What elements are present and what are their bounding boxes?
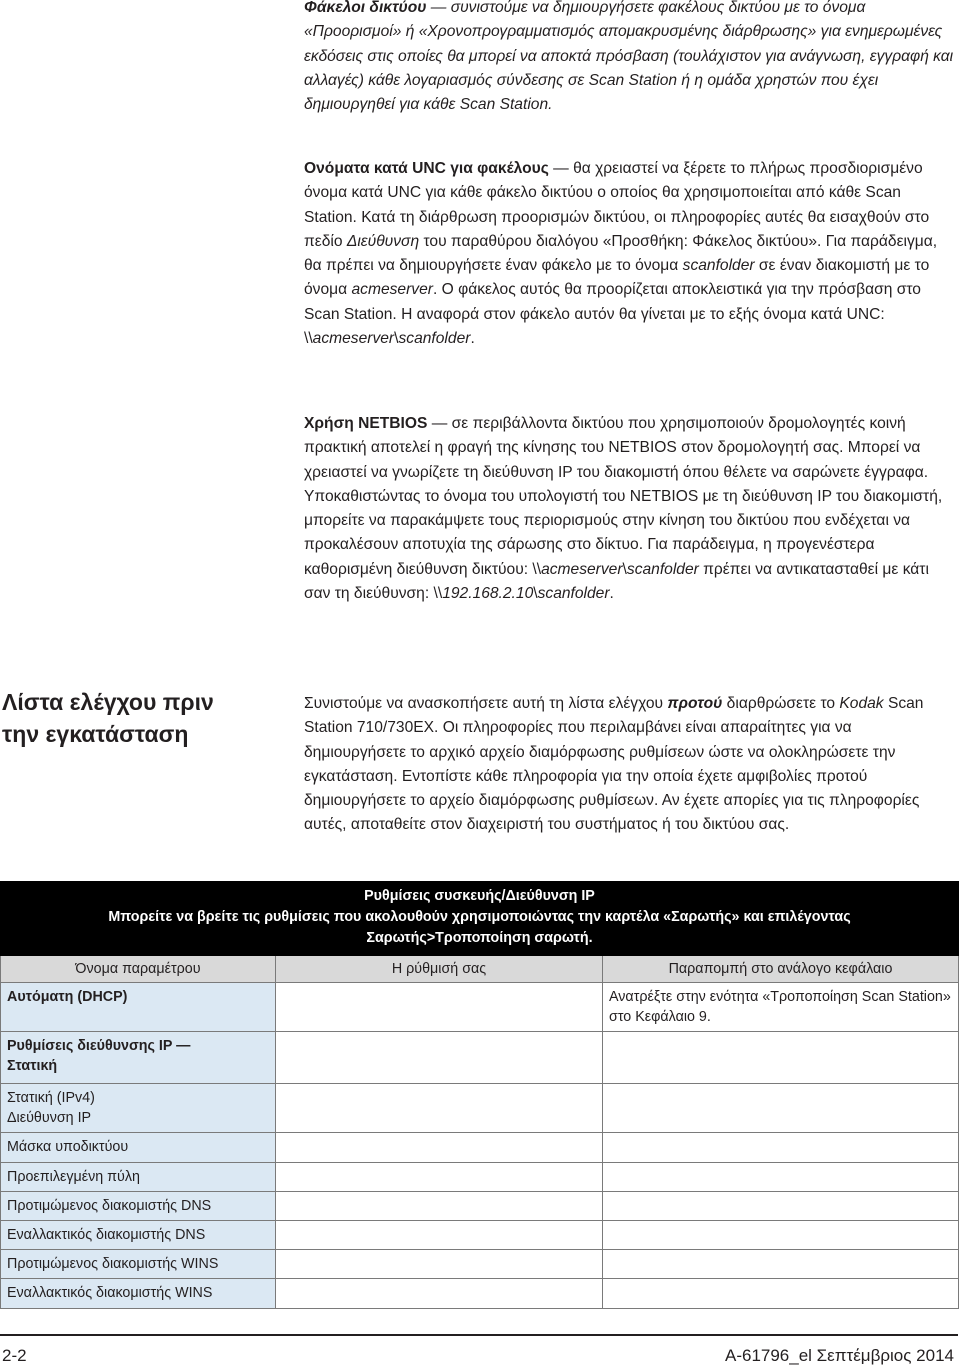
paragraph-text	[304, 412, 954, 606]
your-setting-cell	[276, 1163, 603, 1192]
paragraph-text	[304, 692, 954, 838]
parameter-name: Εναλλακτικός διακομιστής WINS	[7, 1285, 213, 1301]
text-segment: acmeserver	[541, 560, 623, 578]
table-header	[1, 882, 959, 956]
text-segment: σε έναν διακομιστή με το όνομα	[304, 257, 930, 299]
section-heading-line: την εγκατάσταση	[2, 721, 189, 747]
section-heading	[2, 686, 272, 750]
text-segment: Φάκελοι δικτύου	[304, 0, 427, 16]
text-segment: του παραθύρου διαλόγου «Προσθήκη: Φάκελος δικτύου». Για παράδειγμα, θα πρέπει να δημιουργήσετε έναν φάκελο με το όνομα	[304, 232, 938, 275]
footer-rule	[0, 1334, 958, 1336]
parameter-name-cell	[1, 1084, 276, 1133]
your-setting-cell	[276, 1084, 603, 1133]
parameter-name: Ρυθμίσεις διεύθυνσης IP —	[7, 1038, 191, 1054]
your-setting-cell	[276, 1279, 603, 1309]
text-segment: acmeserver	[351, 281, 433, 299]
text-segment: . Ο φάκελος αυτός θα προορίζεται αποκλειστικά για την πρόσβαση στο Scan Station. Η αναφορά στον φάκελο αυτόν θα γίνεται με το εξής όνομα κατά UNC: \\	[304, 281, 921, 348]
table-body	[1, 983, 959, 1309]
paragraph-unc-names	[304, 157, 954, 351]
table-header-row	[1, 882, 959, 956]
your-setting-cell	[276, 1221, 603, 1250]
text-segment: scanfolder	[626, 560, 699, 578]
parameter-name: Στατική	[7, 1058, 58, 1074]
table-title: Ρυθμίσεις συσκευής/Διεύθυνση IP	[364, 888, 595, 904]
text-segment: acmeserver	[312, 330, 395, 348]
parameter-name: Προτιμώμενος διακομιστής WINS	[7, 1256, 219, 1272]
parameter-name-cell	[1, 1032, 276, 1084]
text-segment: Ονόματα κατά UNC για φακέλους	[304, 160, 549, 177]
text-segment: πρέπει να αντικατασταθεί με κάτι σαν τη διεύθυνση: \\	[304, 560, 929, 603]
your-setting-cell	[276, 1192, 603, 1221]
text-segment: \	[394, 330, 399, 348]
table-row	[1, 1192, 959, 1221]
chapter-reference-cell	[603, 1250, 959, 1279]
text-segment: scanfolder	[537, 585, 610, 603]
menu-path-suffix: .	[588, 930, 593, 946]
table-row	[1, 1279, 959, 1309]
chapter-reference-cell	[603, 1032, 959, 1084]
paragraph-network-folders	[304, 0, 954, 117]
text-segment: \	[533, 585, 538, 603]
text-segment: Διεύθυνση	[346, 232, 420, 250]
parameter-name-cell	[1, 1133, 276, 1163]
parameter-name-cell	[1, 1163, 276, 1192]
table-description	[7, 907, 952, 949]
parameter-name: Στατική (IPv4)	[7, 1090, 95, 1106]
text-segment: — σε περιβάλλοντα δικτύου που χρησιμοποιούν δρομολογητές κοινή πρακτική αποτελεί η φραγή της κίνησης του NETBIOS στον δρομολογητή σας. Μπορεί να χρειαστεί να γνωρίζετε τη διεύθυνση IP του διακομιστή όπου θέλετε να σαρώνετε έγγραφα. Υποκαθιστώντας το όνομα του υπολογιστή του NETBIOS με τη διεύθυνση IP του διακομιστή, μπορείτε να παρακάμψετε τους περιορισμούς στην κίνηση του δικτύου που ενδέχεται να προκαλέσουν αποτυχία της σάρωσης στο δίκτυο. Για παράδειγμα, η προγενέστερα καθορισμένη διεύθυνση δικτύου: \\	[304, 415, 943, 578]
parameter-name-cell	[1, 1250, 276, 1279]
text-segment: διαρθρώσετε το	[722, 695, 840, 712]
text-segment: Συνιστούμε να ανασκοπήσετε αυτή τη λίστα ελέγχου	[304, 695, 668, 712]
chapter-reference-cell	[603, 1279, 959, 1309]
parameter-name-cell	[1, 1192, 276, 1221]
chapter-reference-cell	[603, 1163, 959, 1192]
text-segment: προτού	[667, 695, 723, 712]
chapter-reference-cell	[603, 1192, 959, 1221]
table-row	[1, 1032, 959, 1084]
text-segment: \	[622, 560, 627, 578]
text-segment: — συνιστούμε να δημιουργήσετε φακέλους δικτύου με το όνομα «Προορισμοί» ή «Χρονοπρογραμματισμός απομακρυσμένης διάρθρωσης» για ενημερωμένες εκδόσεις στις οποίες θα μπορεί να αποκτά πρόσβαση (τουλάχιστον για ανάγνωση, εγγραφή και αλλαγές) κάθε λογαριασμός σύνδεσης σε Scan Station ή η ομάδα χρηστών που έχει δημιουργηθεί για κάθε Scan Station.	[304, 0, 954, 114]
text-segment: .	[470, 330, 475, 348]
text-segment: scanfolder	[682, 257, 755, 275]
your-setting-cell	[276, 1133, 603, 1163]
your-setting-cell	[276, 1250, 603, 1279]
text-segment: — θα χρειαστεί να ξέρετε το πλήρως προσδιορισμένο όνομα κατά UNC για κάθε φάκελο δικτύου ο οποίος θα χρησιμοποιείται από κάθε Scan Station. Κατά τη διάρθρωση προορισμών δικτύου, οι πληροφορίες αυτές θα εισαχθούν στο πεδίο	[304, 160, 930, 250]
table-row	[1, 1221, 959, 1250]
column-header-row	[1, 956, 959, 983]
parameter-name-cell	[1, 1279, 276, 1309]
column-header-reference: Παραπομπή στο ανάλογο κεφάλαιο	[603, 956, 959, 983]
table-row	[1, 1163, 959, 1192]
text-segment: .	[609, 585, 614, 603]
parameter-name: Μάσκα υποδικτύου	[7, 1139, 129, 1155]
text-segment: Χρήση NETBIOS	[304, 415, 428, 432]
your-setting-cell	[276, 983, 603, 1032]
section-heading-line: Λίστα ελέγχου πριν	[2, 689, 214, 715]
paragraph-checklist-intro	[304, 692, 954, 838]
text-segment: Kodak	[839, 695, 884, 712]
paragraph-text	[304, 157, 954, 351]
table-row	[1, 1250, 959, 1279]
chapter-reference-cell	[603, 1221, 959, 1250]
table-description-text: Μπορείτε να βρείτε τις ρυθμίσεις που ακολουθούν χρησιμοποιώντας την καρτέλα «Σαρωτής» και επιλέγοντας	[108, 909, 851, 925]
text-segment: Scan Station 710/730EX. Οι πληροφορίες που περιλαμβάνει είναι απαραίτητες για να δημιουργήσετε το αρχικό αρχείο διαμόρφωσης ρυθμίσεων ώστε να ολοκληρώσετε την εγκατάσταση. Εντοπίστε κάθε πληροφορία για την οποία έχετε αμφιβολίες προτού δημιουργήσετε το αρχείο διαμόρφωσης ρυθμίσεων. Αν έχετε απορίες για τις πληροφορίες αυτές, αποταθείτε στον διαχειριστή του συστήματος ή του δικτύου σας.	[304, 695, 924, 834]
menu-path: Σαρωτής>Τροποποίηση σαρωτή	[366, 930, 589, 946]
parameter-name: Προτιμώμενος διακομιστής DNS	[7, 1198, 212, 1214]
settings-table-container	[0, 881, 958, 1309]
column-header-parameter: Όνομα παραμέτρου	[1, 956, 276, 983]
column-header-setting: Η ρύθμισή σας	[276, 956, 603, 983]
text-segment: scanfolder	[398, 330, 471, 348]
parameter-name-cell	[1, 983, 276, 1032]
parameter-name: Προεπιλεγμένη πύλη	[7, 1169, 140, 1185]
chapter-reference-cell	[603, 1084, 959, 1133]
document-id: A-61796_el Σεπτέμβριος 2014	[724, 1346, 954, 1365]
parameter-name: Εναλλακτικός διακομιστής DNS	[7, 1227, 206, 1243]
paragraph-text	[304, 0, 954, 117]
parameter-name: Αυτόματη (DHCP)	[7, 989, 128, 1005]
table-row	[1, 1084, 959, 1133]
parameter-name-cell	[1, 1221, 276, 1250]
table-row	[1, 983, 959, 1032]
your-setting-cell	[276, 1032, 603, 1084]
paragraph-netbios	[304, 412, 954, 606]
device-settings-table	[0, 881, 959, 1309]
text-segment: 192.168.2.10	[442, 585, 534, 603]
page-number: 2-2	[2, 1346, 27, 1365]
chapter-reference-cell	[603, 1133, 959, 1163]
table-row	[1, 1133, 959, 1163]
chapter-reference-cell: Ανατρέξτε στην ενότητα «Τροποποίηση Scan Station» στο Κεφάλαιο 9.	[603, 983, 959, 1032]
parameter-name: Διεύθυνση IP	[7, 1110, 92, 1126]
